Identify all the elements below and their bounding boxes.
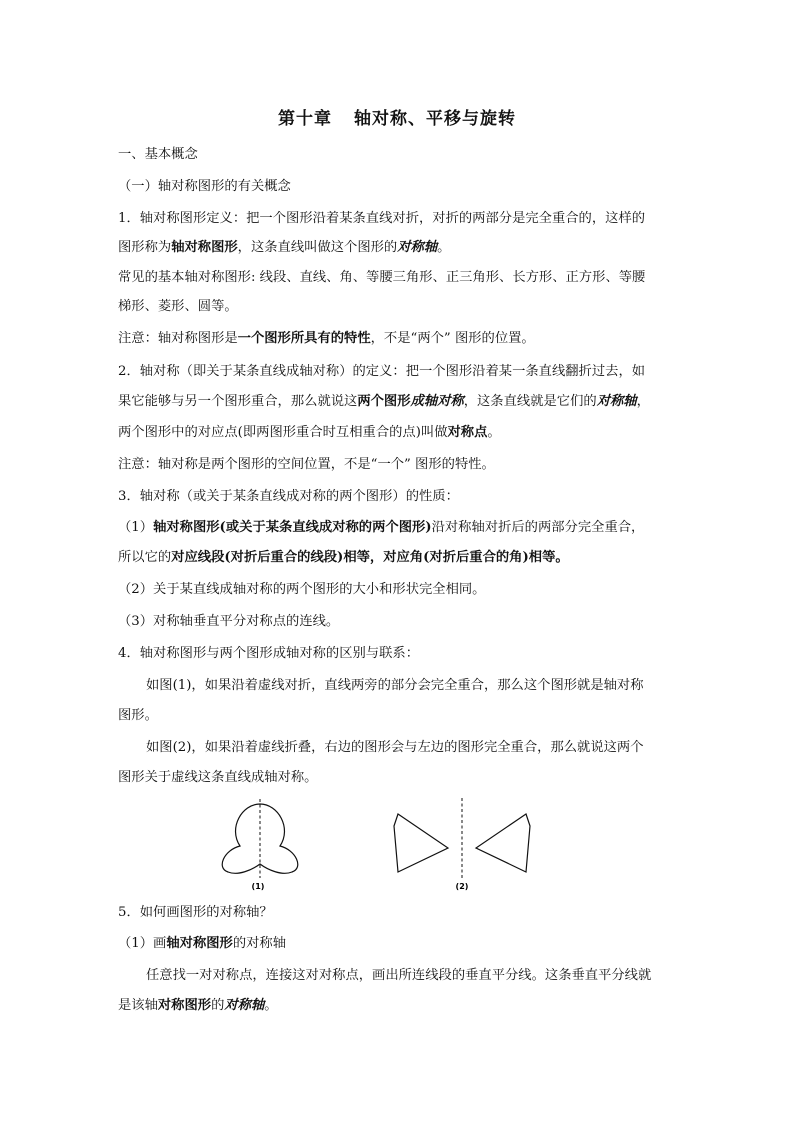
note-line: 注意：轴对称图形是一个图形所具有的特性，不是“两个” 图形的位置。 [118,331,535,346]
chapter-title [0,104,794,129]
paragraph-line: （3）对称轴垂直平分对称点的连线。 [118,614,340,629]
figure-2-shapes [394,798,530,878]
paragraph-line: （1）轴对称图形(或关于某条直线成对称的两个图形)沿对称轴对折后的两部分完全重合， [118,520,645,535]
chapter-topic: 轴对称、平移与旋转 [354,109,516,129]
subsection-heading: （一）轴对称图形的有关概念 [118,179,291,194]
paragraph-line: 4．轴对称图形与两个图形成轴对称的区别与联系： [118,646,419,661]
paragraph-line: 如图(2)，如果沿着虚线折叠，右边的图形会与左边的图形完全重合，那么就说这两个 [146,740,644,755]
chapter-number: 第十章 [278,109,332,129]
paragraph-line: 梯形、菱形、圆等。 [118,299,238,314]
note-line: 注意：轴对称是两个图形的空间位置，不是“一个” 图形的特性。 [118,457,495,472]
figure-1-leaf-shape [222,799,298,878]
symmetry-figures [210,796,550,896]
figure-1-label: (1) [251,882,265,891]
paragraph-line: 任意找一对对称点，连接这对对称点，画出所连线段的垂直平分线。这条垂直平分线就 [146,968,652,983]
paragraph-line: 果它能够与另一个图形重合，那么就说这两个图形成轴对称，这条直线就是它们的对称轴， [118,394,650,409]
paragraph-line: 5．如何画图形的对称轴？ [118,905,273,920]
paragraph-line: （1）画轴对称图形的对称轴 [118,936,287,951]
paragraph-line: （2）关于某直线成轴对称的两个图形的大小和形状完全相同。 [118,582,486,597]
paragraph-line: 图形称为轴对称图形，这条直线叫做这个图形的对称轴。 [118,240,451,255]
section-heading: 一、基本概念 [118,147,198,162]
paragraph-line: 3．轴对称（或关于某条直线成对称的两个图形）的性质： [118,489,459,504]
paragraph-line: 2．轴对称（即关于某条直线成轴对称）的定义：把一个图形沿着某一条直线翻折过去，如 [118,364,646,379]
figure-2-label: (2) [455,882,469,891]
symmetry-figures-svg [210,796,550,896]
paragraph-line: 图形。 [118,708,158,723]
paragraph-line: 1．轴对称图形定义：把一个图形沿着某条直线对折，对折的两部分是完全重合的，这样的 [118,211,646,226]
paragraph-line: 是该轴对称图形的对称轴。 [118,998,278,1013]
paragraph-line: 两个图形中的对应点(即两图形重合时互相重合的点)叫做对称点。 [118,425,501,440]
paragraph-line: 如图(1)，如果沿着虚线对折，直线两旁的部分会完全重合，那么这个图形就是轴对称 [146,678,644,693]
paragraph-line: 图形关于虚线这条直线成轴对称。 [118,770,318,785]
paragraph-line: 常见的基本轴对称图形: 线段、直线、角、等腰三角形、正三角形、长方形、正方形、等腰 [118,270,646,285]
paragraph-line: 所以它的对应线段(对折后重合的线段)相等，对应角(对折后重合的角)相等。 [118,550,569,565]
